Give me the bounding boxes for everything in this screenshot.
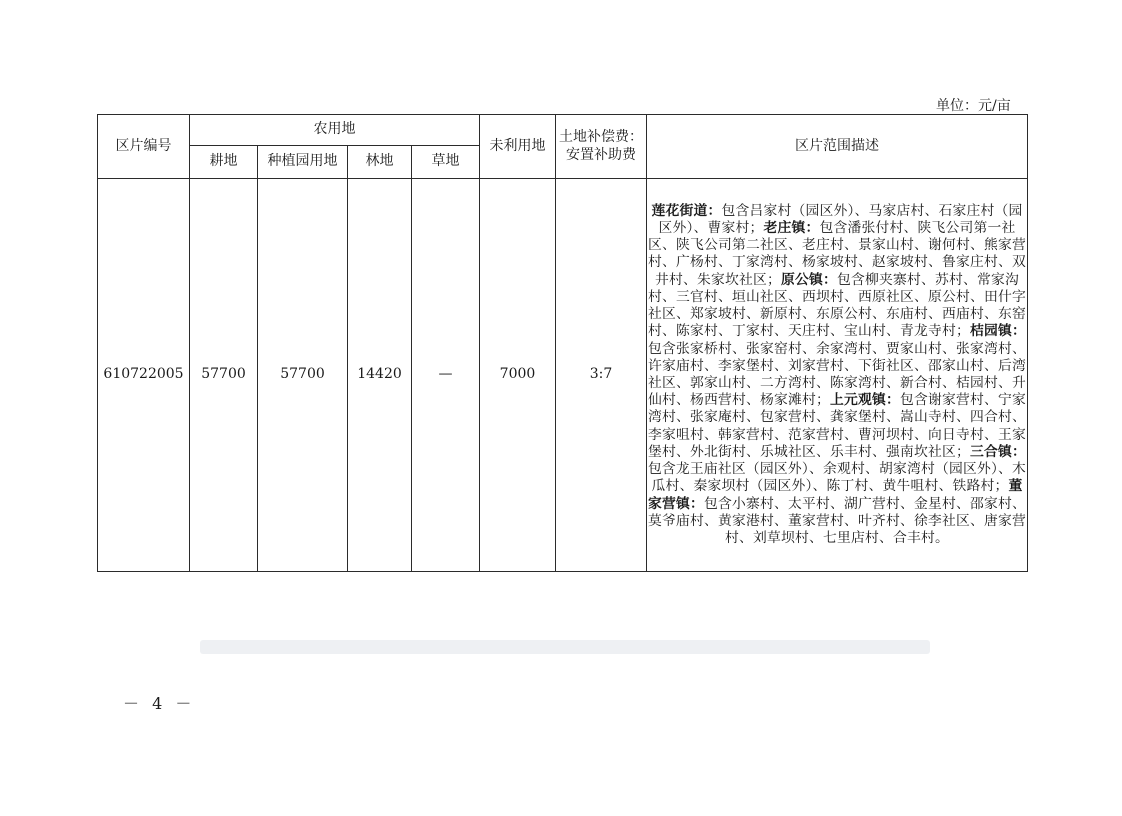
town-name: 董家营镇： — [648, 478, 1023, 512]
header-grassland: 草地 — [412, 146, 480, 179]
town-name: 原公镇： — [781, 271, 837, 288]
header-unused-land: 未利用地 — [480, 115, 556, 179]
cell-plantation: 57700 — [258, 179, 348, 572]
town-name: 老庄镇： — [763, 219, 820, 236]
town-villages: 包含谢家营村、宁家湾村、张家庵村、包家营村、龚家堡村、嵩山寺村、四合村、李家咀村、韩家营村、范家营村、曹河坝村、向日寺村、王家堡村、外北街村、乐城社区、乐丰村、强南坎社区； — [648, 392, 1026, 460]
header-scope: 区片范围描述 — [647, 115, 1028, 179]
cell-ratio: 3:7 — [556, 179, 647, 572]
table-row — [98, 179, 1028, 572]
page-number: － 4 － — [123, 694, 196, 713]
header-cultivated: 耕地 — [190, 146, 258, 179]
cell-grassland: — — [412, 179, 480, 572]
town-villages: 包含小寨村、太平村、湖广营村、金星村、邵家村、莫爷庙村、黄家港村、董家营村、叶齐村、徐李社区、唐家营村、刘草坝村、七里店村、合丰村。 — [648, 495, 1026, 547]
cell-unused-land: 7000 — [480, 179, 556, 572]
cell-cultivated: 57700 — [190, 179, 258, 572]
header-agricultural-land: 农用地 — [190, 115, 480, 146]
town-name: 莲花街道： — [651, 202, 722, 219]
land-compensation-table — [97, 114, 1028, 572]
town-villages: 包含潘张付村、陕飞公司第一社区、陕飞公司第二社区、老庄村、景家山村、谢何村、熊家营村、广杨村、丁家湾村、杨家坡村、赵家坡村、鲁家庄村、双井村、朱家坎社区； — [648, 219, 1026, 288]
header-row-1 — [98, 115, 1028, 146]
show-through-shadow — [200, 640, 930, 654]
town-name: 桔园镇： — [969, 323, 1026, 340]
header-ratio-text: 土地补偿费：安置补助费 — [559, 129, 643, 163]
town-name: 上元观镇： — [830, 392, 900, 409]
cell-forest: 14420 — [348, 179, 412, 572]
town-villages: 包含柳夹寨村、苏村、常家沟村、三官村、垣山社区、西坝村、西原社区、原公村、田什字社区、郑家坡村、新原村、东原公村、东庙村、西庙村、东窑村、陈家村、丁家村、天庄村、宝山村、青龙寺村； — [648, 271, 1026, 340]
header-ratio — [556, 115, 647, 179]
header-zone-id: 区片编号 — [98, 115, 190, 179]
header-forest: 林地 — [348, 146, 412, 179]
town-name: 三合镇： — [969, 443, 1026, 460]
cell-zone-id: 610722005 — [98, 179, 190, 572]
unit-label: 单位：元/亩 — [936, 98, 1011, 114]
town-villages: 包含张家桥村、张家窑村、余家湾村、贾家山村、张家湾村、许家庙村、李家堡村、刘家营村、下街社区、邵家山村、后湾社区、郭家山村、二方湾村、陈家湾村、新合村、桔园村、升仙村、杨西营村、杨家滩村； — [648, 340, 1026, 409]
town-villages: 包含吕家村（园区外）、马家店村、石家庄村（园区外）、曹家村； — [658, 202, 1023, 236]
header-plantation: 种植园用地 — [258, 146, 348, 179]
cell-scope-description — [647, 179, 1028, 572]
town-villages: 包含龙王庙社区（园区外）、余观村、胡家湾村（园区外）、木瓜村、秦家坝村（园区外）、陈丁村、黄牛咀村、铁路村； — [647, 461, 1027, 495]
